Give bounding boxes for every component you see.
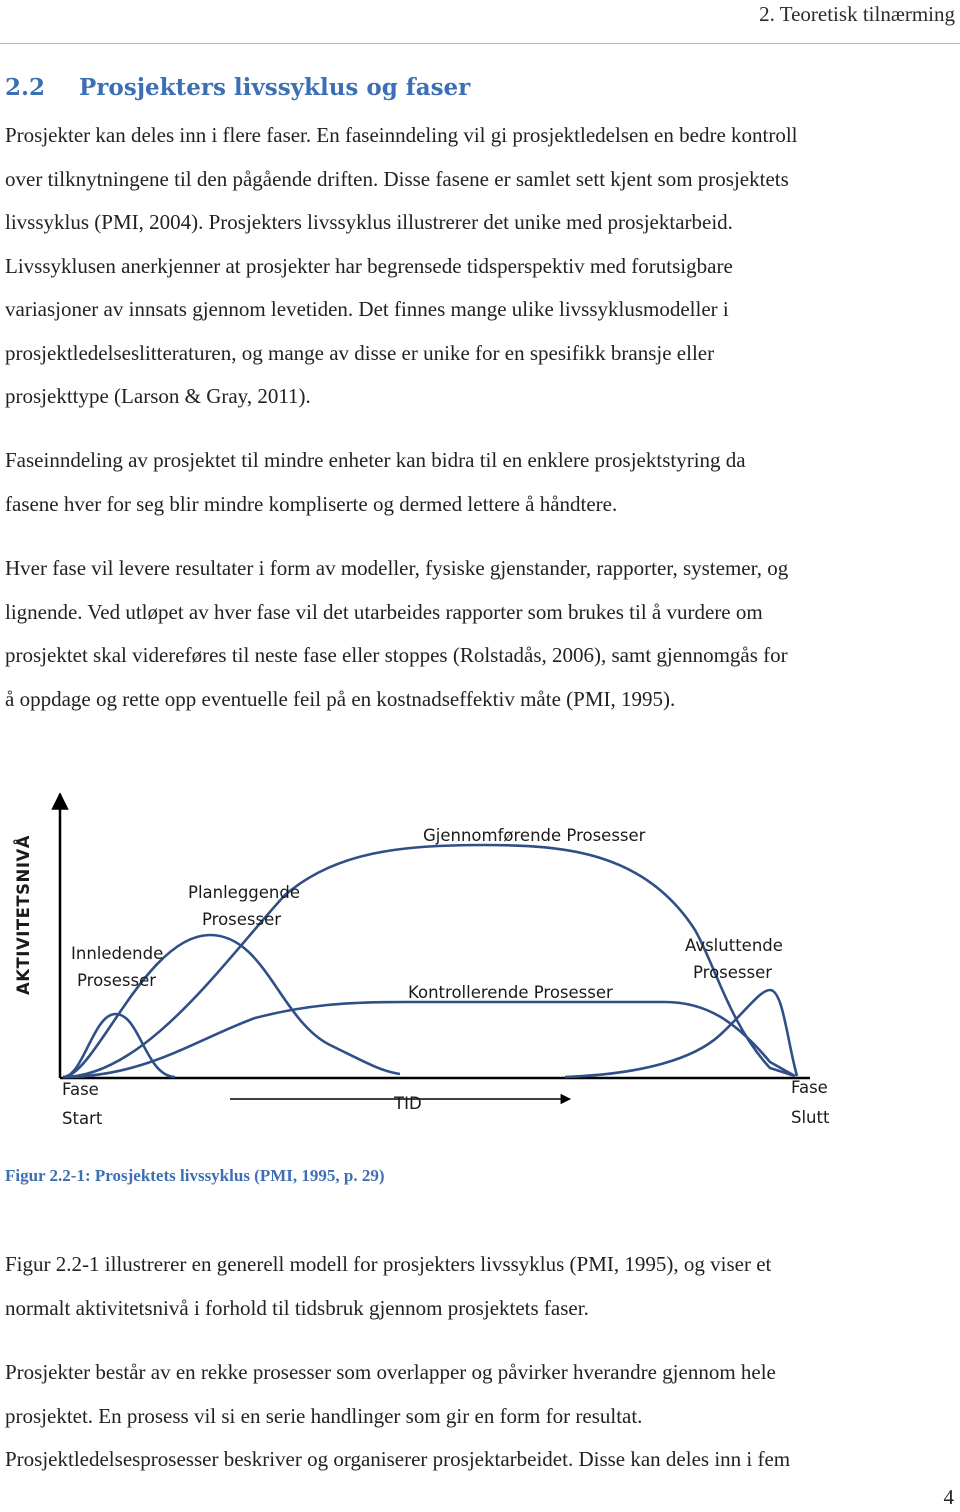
label-planleggende-line1: Planleggende bbox=[188, 883, 301, 902]
label-avsluttende-line1: Avsluttende bbox=[685, 936, 783, 955]
section-heading bbox=[5, 72, 470, 104]
label-gjennomforende: Gjennomførende Prosesser bbox=[423, 826, 646, 845]
label-innledende-line1: Innledende bbox=[71, 944, 164, 963]
paragraph-phases-intro: Prosjekter kan deles inn i flere faser. En faseinndeling vil gi prosjektledelsen en bedre kontroll over tilknytningene til den pågående driften. Disse fasene er samlet sett kjent som prosjektets livssyklus (PMI, 2004). Prosjekters livssyklus illustrerer det unike med prosjektarbeid. Livssyklusen anerkjenner at prosjekter har begrensede tidsperspektiv med forutsigbare variasjoner av innsats gjennom levetiden. Det finnes mange ulike livssyklusmodeller i prosjektledelseslitteraturen, og mange av disse er unike for en spesifikk bransje eller prosjekttype (Larson & Gray, 2011). bbox=[5, 123, 798, 408]
x-axis-label: TID bbox=[394, 1094, 422, 1113]
label-avsluttende-line2: Prosesser bbox=[693, 963, 773, 982]
y-axis-label: AKTIVITETSNIVÅ bbox=[14, 834, 33, 995]
paragraph-figure-description: Figur 2.2-1 illustrerer en generell modell for prosjekters livssyklus (PMI, 1995), og viser et normalt aktivitetsnivå i forhold til tidsbruk gjennom prosjektets faser. bbox=[5, 1252, 772, 1320]
lifecycle-figure bbox=[5, 790, 955, 1135]
header-divider bbox=[0, 43, 960, 44]
curve-kontrollerende bbox=[63, 1002, 795, 1077]
label-fase-start-line1: Fase bbox=[62, 1080, 99, 1099]
section-title: Prosjekters livssyklus og faser bbox=[79, 74, 471, 101]
label-fase-slutt-line1: Fase bbox=[791, 1078, 828, 1097]
label-fase-slutt-line2: Slutt bbox=[791, 1108, 830, 1127]
label-kontrollerende: Kontrollerende Prosesser bbox=[408, 983, 613, 1002]
label-fase-start-line2: Start bbox=[62, 1109, 103, 1128]
running-header: 2. Teoretisk tilnærming bbox=[759, 2, 955, 26]
paragraph-processes: Prosjekter består av en rekke prosesser som overlapper og påvirker hverandre gjennom hele prosjektet. En prosess vil si en serie handlinger som gir en form for resultat. Prosjektledelsesprosesser beskriver og organiserer prosjektarbeidet. Disse kan deles inn i fem bbox=[5, 1360, 791, 1471]
section-number: 2.2 bbox=[5, 74, 46, 101]
paragraph-phase-division: Faseinndeling av prosjektet til mindre enheter kan bidra til en enklere prosjektstyring da fasene hver for seg blir mindre kompliserte og dermed lettere å håndtere. bbox=[5, 448, 746, 516]
label-planleggende-line2: Prosesser bbox=[202, 910, 282, 929]
curve-gjennomforende bbox=[63, 845, 795, 1077]
page-number: 4 bbox=[943, 1485, 954, 1509]
paragraph-phase-results: Hver fase vil levere resultater i form av modeller, fysiske gjenstander, rapporter, systemer, og lignende. Ved utløpet av hver fase vil det utarbeides rapporter som brukes til å vurdere om prosjektet skal videreføres til neste fase eller stoppes (Rolstadås, 2006), samt gjennomgås for å oppdage og rette opp eventuelle feil på en kostnadseffektiv måte (PMI, 1995). bbox=[5, 556, 789, 711]
label-innledende-line2: Prosesser bbox=[77, 971, 157, 990]
lifecycle-diagram bbox=[5, 790, 955, 1135]
figure-caption: Figur 2.2-1: Prosjektets livssyklus (PMI, 1995, p. 29) bbox=[5, 1166, 385, 1185]
